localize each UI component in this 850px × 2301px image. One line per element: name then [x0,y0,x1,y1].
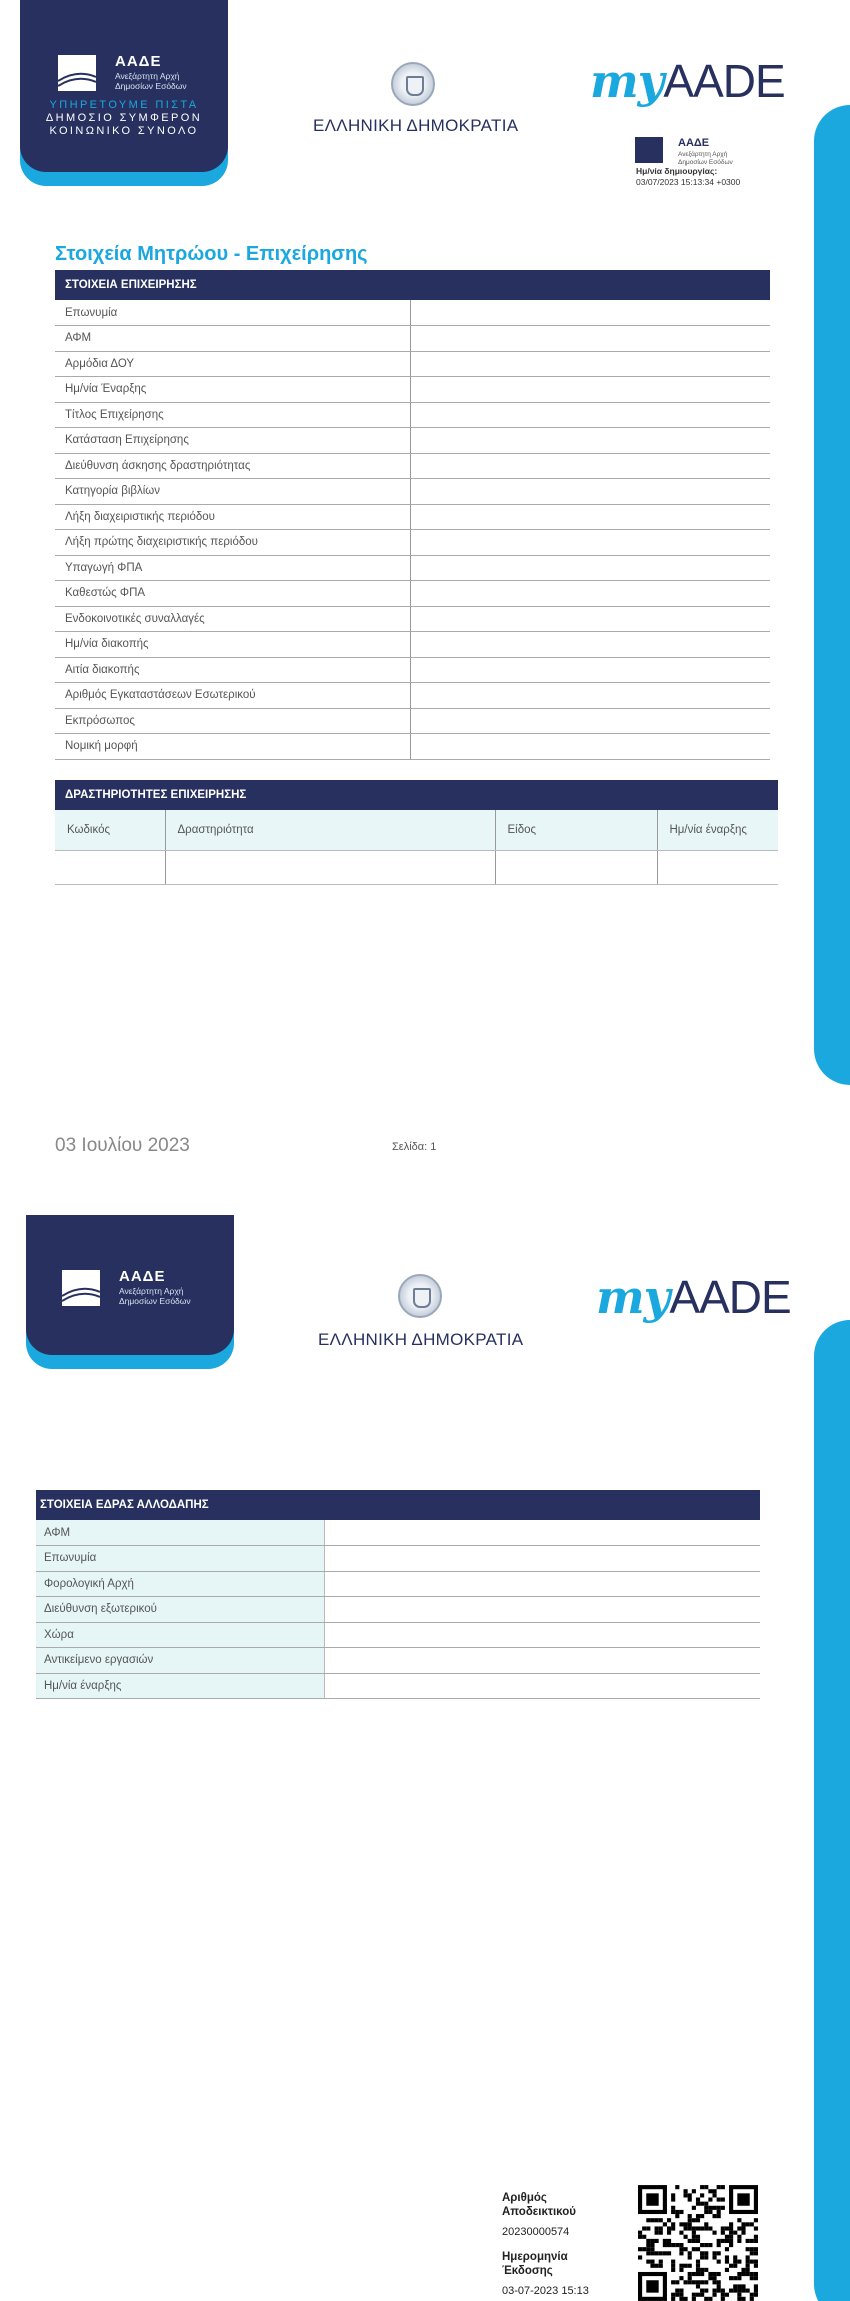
foreign-seat-table [36,1490,760,1699]
myaade-aade: AADE [669,1271,791,1323]
greek-emblem-icon [398,1274,442,1318]
table-row [55,504,770,530]
aade-subtitle-1: Ανεξάρτητη Αρχή [119,1286,184,1296]
column-start-date: Ημ/νία έναρξης [657,810,778,850]
myaade-logo [590,56,785,106]
row-label: ΑΦΜ [55,326,410,352]
row-value [410,326,770,352]
row-label: ΑΦΜ [36,1520,324,1546]
proof-number: 20230000574 [502,2226,570,2238]
aade-brand-box [20,0,228,172]
table-row [55,734,770,760]
row-value [410,453,770,479]
aade-small-subtitle [678,151,733,167]
row-value [410,402,770,428]
row-label: Φορολογική Αρχή [36,1571,324,1597]
motto-line-2: ΔΗΜΟΣΙΟ ΣΥΜΦΕΡΟΝ [45,112,203,124]
row-label: Αντικείμενο εργασιών [36,1648,324,1674]
aade-subtitle-2: Δημοσίων Εσόδων [115,81,187,91]
row-value [324,1546,760,1572]
proof-number-label-2: Αποδεικτικού [502,2206,576,2218]
aade-small-name: ΑΑΔΕ [678,137,710,149]
issue-date: 03-07-2023 15:13 [502,2285,589,2297]
table-row [55,479,770,505]
aade-name: ΑΑΔΕ [119,1268,166,1285]
aade-small-logo-icon [635,137,663,163]
row-value [410,734,770,760]
row-value [324,1673,760,1699]
table-row [55,351,770,377]
row-label: Ημ/νία διακοπής [55,632,410,658]
row-label: Χώρα [36,1622,324,1648]
row-label: Κατάσταση Επιχείρησης [55,428,410,454]
row-value [410,504,770,530]
proof-number-label [502,2191,576,2219]
row-value [410,428,770,454]
myaade-my: my [590,54,664,108]
table-row [55,850,778,884]
row-value [410,479,770,505]
row-label: Τίτλος Επιχείρησης [55,402,410,428]
row-value [410,300,770,326]
activities-table-header: ΔΡΑΣΤΗΡΙΟΤΗΤΕΣ ΕΠΙΧΕΙΡΗΣΗΣ [55,780,778,810]
table-row [36,1571,760,1597]
myaade-my: my [596,1270,670,1324]
row-label: Λήξη πρώτης διαχειριστικής περιόδου [55,530,410,556]
proof-number-label-1: Αριθμός [502,2192,547,2204]
foreign-seat-table-body [36,1520,760,1699]
qr-code-icon [638,2185,758,2301]
aade-logo-icon [62,1270,100,1306]
created-value: 03/07/2023 15:13:34 +0300 [636,177,741,187]
government-title: ΕΛΛΗΝΙΚΗ ΔΗΜΟΚΡΑΤΙΑ [318,1330,524,1349]
row-label: Εκπρόσωπος [55,708,410,734]
row-label: Αριθμός Εγκαταστάσεων Εσωτερικού [55,683,410,709]
row-value [410,530,770,556]
row-label: Διεύθυνση άσκησης δραστηριότητας [55,453,410,479]
aade-small-subtitle-1: Ανεξάρτητη Αρχή [678,151,728,158]
row-label: Αρμόδια ΔΟΥ [55,351,410,377]
row-value [324,1597,760,1623]
row-value [410,377,770,403]
greek-emblem-icon [391,62,435,106]
table-row [36,1546,760,1572]
page-number: Σελίδα: 1 [392,1141,437,1153]
aade-subtitle-1: Ανεξάρτητη Αρχή [115,71,180,81]
row-value [410,606,770,632]
page-2 [0,1200,850,2301]
row-value [410,351,770,377]
row-label: Υπαγωγή ΦΠΑ [55,555,410,581]
aade-brand-box [26,1215,234,1355]
myaade-aade: AADE [663,55,785,107]
row-label: Νομική μορφή [55,734,410,760]
column-type: Είδος [495,810,657,850]
table-row [55,326,770,352]
row-value [410,683,770,709]
table-row [55,708,770,734]
table-row [55,555,770,581]
row-value [410,632,770,658]
table-row [55,530,770,556]
government-title: ΕΛΛΗΝΙΚΗ ΔΗΜΟΚΡΑΤΙΑ [313,116,519,135]
footer-date: 03 Ιουλίου 2023 [55,1135,190,1156]
table-row [36,1673,760,1699]
table-row [55,657,770,683]
issue-date-label-1: Ημερομηνία [502,2251,568,2263]
table-row [36,1648,760,1674]
issue-date-label-2: Έκδοσης [502,2265,553,2277]
aade-motto [20,99,228,138]
motto-line-1: ΥΠΗΡΕΤΟΥΜΕ ΠΙΣΤΑ [49,99,199,111]
row-label: Επωνυμία [55,300,410,326]
table-row [55,581,770,607]
row-label: Κατηγορία βιβλίων [55,479,410,505]
myaade-logo [596,1272,791,1322]
table-row [55,683,770,709]
foreign-seat-table-header: ΣΤΟΙΧΕΙΑ ΕΔΡΑΣ ΑΛΛΟΔΑΠΗΣ [36,1490,760,1520]
activities-table [55,780,778,885]
table-row [55,453,770,479]
row-value [410,555,770,581]
table-row [55,606,770,632]
row-label: Επωνυμία [36,1546,324,1572]
row-label: Ημ/νία έναρξης [36,1673,324,1699]
table-row [55,377,770,403]
row-label: Διεύθυνση εξωτερικού [36,1597,324,1623]
row-value [324,1648,760,1674]
column-activity: Δραστηριότητα [165,810,495,850]
row-label: Ημ/νία Έναρξης [55,377,410,403]
business-table-body [55,300,770,759]
aade-logo-icon [58,55,96,91]
table-row [36,1520,760,1546]
row-value [324,1622,760,1648]
aade-name: ΑΑΔΕ [115,53,162,70]
table-row [55,300,770,326]
business-table-header: ΣΤΟΙΧΕΙΑ ΕΠΙΧΕΙΡΗΣΗΣ [55,270,770,300]
aade-small-subtitle-2: Δημοσίων Εσόδων [678,159,733,166]
created-label: Ημ/νία δημιουργίας: [636,166,718,176]
issue-date-label [502,2250,568,2278]
table-row [55,428,770,454]
row-value [324,1571,760,1597]
motto-line-3: ΚΟΙΝΩΝΙΚΟ ΣΥΝΟΛΟ [49,125,199,137]
column-code: Κωδικός [55,810,165,850]
side-decoration [814,105,850,1085]
row-label: Καθεστώς ΦΠΑ [55,581,410,607]
row-label: Αιτία διακοπής [55,657,410,683]
row-label: Λήξη διαχειριστικής περιόδου [55,504,410,530]
row-value [410,708,770,734]
page-title: Στοιχεία Μητρώου - Επιχείρησης [55,243,368,265]
table-row [36,1622,760,1648]
row-label: Ενδοκοινοτικές συναλλαγές [55,606,410,632]
row-value [324,1520,760,1546]
row-value [410,581,770,607]
row-value [410,657,770,683]
table-row [55,632,770,658]
business-table [55,270,770,760]
aade-subtitle-2: Δημοσίων Εσόδων [119,1296,191,1306]
table-row [55,402,770,428]
side-decoration [814,1320,850,2301]
table-row [36,1597,760,1623]
